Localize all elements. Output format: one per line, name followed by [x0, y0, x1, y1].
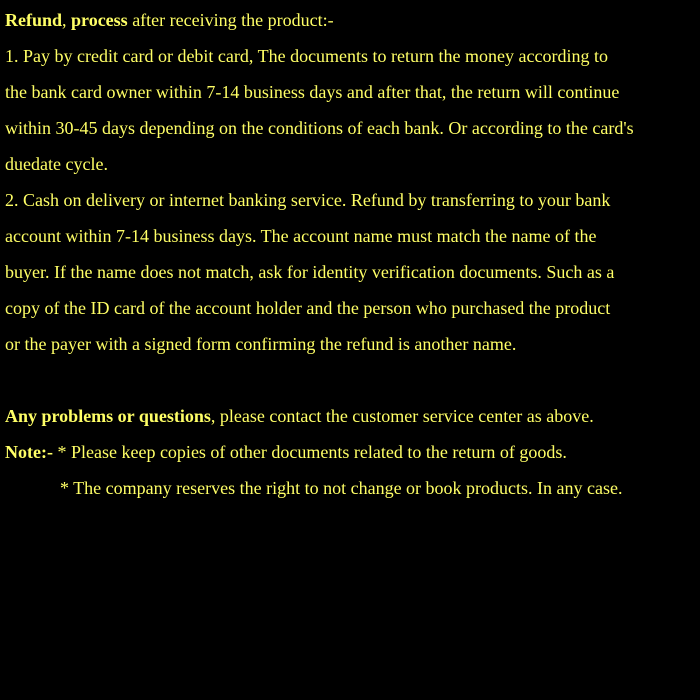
- heading-comma: ,: [62, 10, 72, 30]
- contact-rest: , please contact the customer service center as above.: [210, 406, 594, 426]
- item2-line3: buyer. If the name does not match, ask for identity verification documents. Such as a: [5, 262, 615, 282]
- item2-line4: copy of the ID card of the account holder and the person who purchased the product: [5, 298, 611, 318]
- note-item1: * Please keep copies of other documents related to the return of goods.: [52, 442, 567, 462]
- item1-line2: the bank card owner within 7-14 business days and after that, the return will continue: [5, 82, 620, 102]
- item2-line5: or the payer with a signed form confirming the refund is another name.: [5, 334, 517, 354]
- item2-line1: 2. Cash on delivery or internet banking service. Refund by transferring to your bank: [5, 190, 611, 210]
- item2-line2: account within 7-14 business days. The account name must match the name of the: [5, 226, 597, 246]
- item1-line4: duedate cycle.: [5, 154, 108, 174]
- note-label: Note:-: [5, 442, 53, 462]
- contact-line: [5, 398, 700, 434]
- item1-line3: within 30-45 days depending on the conditions of each bank. Or according to the card's: [5, 118, 634, 138]
- note-item2: * The company reserves the right to not change or book products. In any case.: [60, 478, 623, 498]
- refund-heading: [5, 2, 700, 38]
- heading-process: process: [71, 10, 128, 30]
- contact-bold: Any problems or questions: [5, 406, 211, 426]
- heading-rest: after receiving the product:-: [127, 10, 334, 30]
- spacer: [5, 362, 700, 398]
- item1-line1: 1. Pay by credit card or debit card, The documents to return the money according to: [5, 46, 608, 66]
- heading-refund: Refund: [5, 10, 63, 30]
- note-line1: [5, 434, 700, 470]
